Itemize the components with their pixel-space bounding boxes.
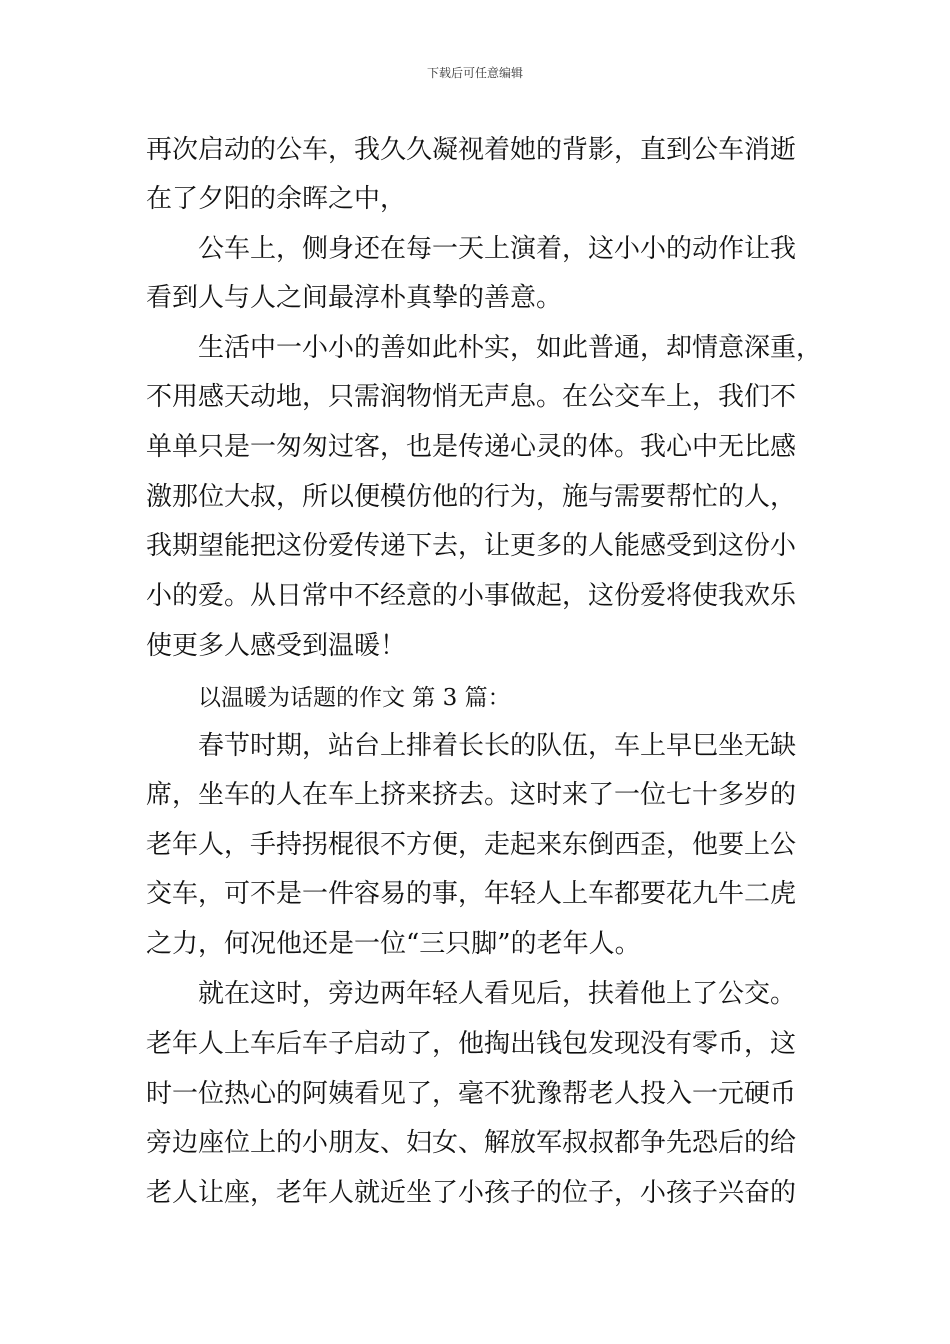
text-line: 使更多人感受到温暖！ bbox=[146, 631, 407, 661]
text-line: 老年人上车后车子启动了，他掏出钱包发现没有零币，这 bbox=[146, 1029, 797, 1059]
text-line: 再次启动的公车，我久久凝视着她的背影，直到公车消逝 bbox=[146, 135, 797, 165]
section-heading: 以温暖为话题的作文 第 3 篇： bbox=[198, 685, 511, 711]
text-line: 时一位热心的阿姨看见了，毫不犹豫帮老人投入一元硬币 bbox=[146, 1079, 797, 1109]
text-line: 小的爱。从日常中不经意的小事做起，这份爱将使我欢乐 bbox=[146, 581, 797, 611]
text-line: 单单只是一匆匆过客，也是传递心灵的体。我心中无比感 bbox=[146, 432, 797, 462]
text-line: 生活中一小小的善如此朴实，如此普通，却情意深重， bbox=[198, 333, 823, 363]
text-line: 席，坐车的人在车上挤来挤去。这时来了一位七十多岁的 bbox=[146, 780, 797, 810]
text-line: 就在这时，旁边两年轻人看见后，扶着他上了公交。 bbox=[198, 979, 797, 1009]
text-line: 公车上，侧身还在每一天上演着，这小小的动作让我 bbox=[198, 234, 797, 264]
page-header: 下载后可任意编辑 bbox=[426, 66, 523, 80]
text-line: 春节时期，站台上排着长长的队伍，车上早巳坐无缺 bbox=[198, 731, 797, 761]
text-line: 激那位大叔，所以便模仿他的行为，施与需要帮忙的人， bbox=[146, 482, 797, 512]
text-line: 老人让座，老年人就近坐了小孩子的位子，小孩子兴奋的 bbox=[146, 1178, 797, 1208]
text-line: 不用感天动地，只需润物悄无声息。在公交车上，我们不 bbox=[146, 382, 797, 412]
text-line: 在了夕阳的余晖之中， bbox=[146, 184, 407, 214]
text-line: 老年人，手持拐棍很不方便，走起来东倒西歪，他要上公 bbox=[146, 830, 797, 860]
text-line: 旁边座位上的小朋友、妇女、解放军叔叔都争先恐后的给 bbox=[146, 1128, 797, 1158]
text-line: 我期望能把这份爱传递下去，让更多的人能感受到这份小 bbox=[146, 531, 797, 561]
text-line: 交车，可不是一件容易的事，年轻人上车都要花九牛二虎 bbox=[146, 879, 797, 909]
text-line: 看到人与人之间最淳朴真挚的善意。 bbox=[146, 283, 563, 313]
text-line: 之力，何况他还是一位“三只脚”的老年人。 bbox=[146, 929, 641, 959]
